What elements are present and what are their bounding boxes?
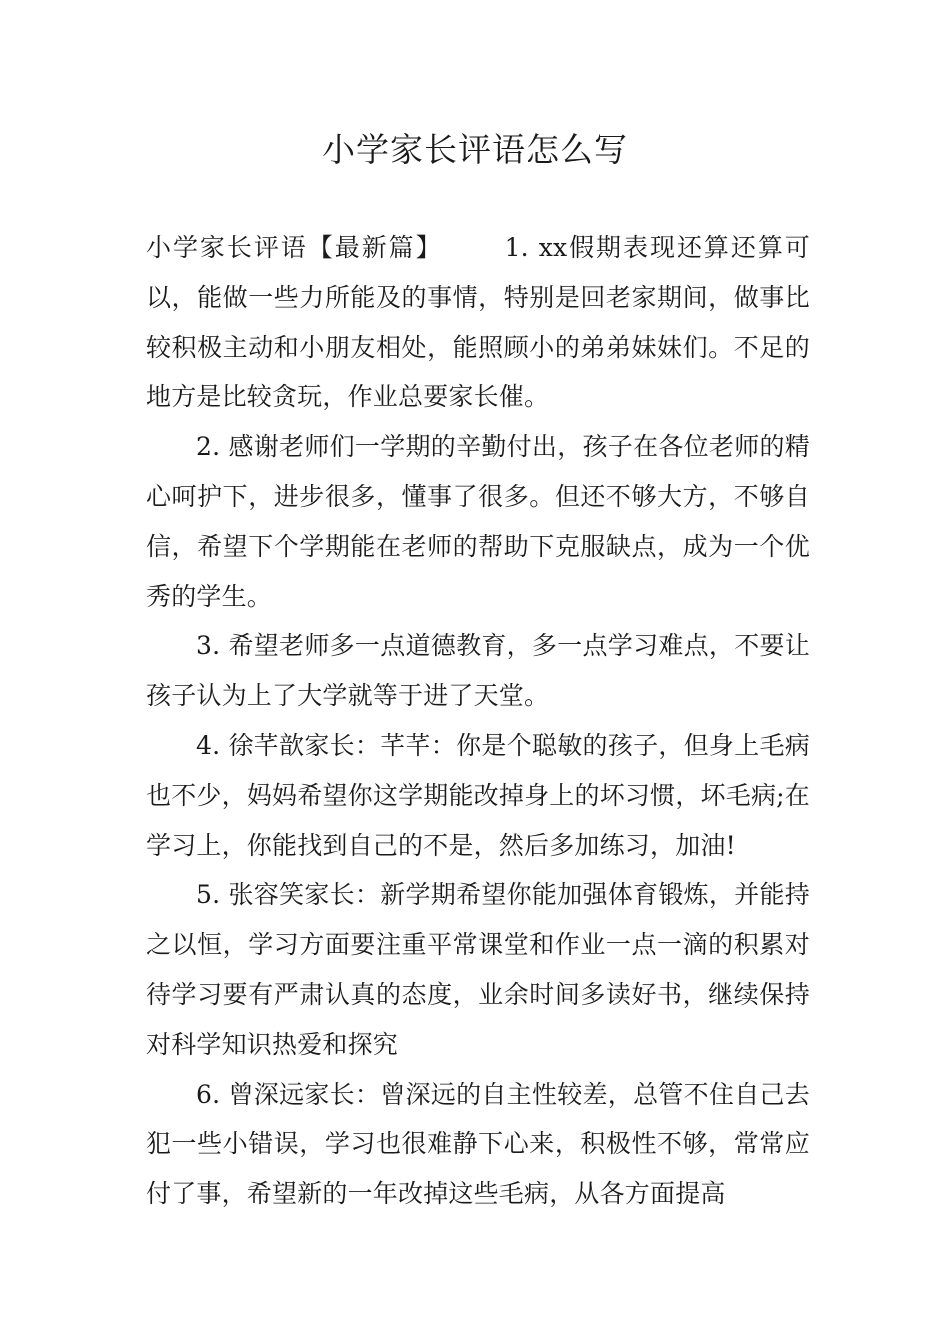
paragraph-1 xyxy=(146,223,810,422)
document-body xyxy=(146,223,810,1219)
paragraph-3: 3. 希望老师多一点道德教育，多一点学习难点，不要让孩子认为上了大学就等于进了天堂。 xyxy=(146,631,810,711)
inline-heading: 小学家长评语【最新篇】 xyxy=(146,233,443,262)
paragraph-5: 5. 张容笑家长：新学期希望你能加强体育锻炼，并能持之以恒，学习方面要注重平常课堂和作业一点一滴的积累对待学习要有严肃认真的态度，业余时间多读好书，继续保持对科学知识热爱和探究 xyxy=(146,880,810,1059)
paragraph-1-text: 1. xx假期表现还算还算可以，能做一些力所能及的事情，特别是回老家期间，做事比较积极主动和小朋友相处，能照顾小的弟弟妹妹们。不足的地方是比较贪玩，作业总要家长催。 xyxy=(146,233,810,412)
paragraph-4: 4. 徐芊歆家长：芊芊：你是个聪敏的孩子，但身上毛病也不少，妈妈希望你这学期能改掉身上的坏习惯，坏毛病;在学习上，你能找到自己的不是，然后多加练习，加油! xyxy=(146,730,810,860)
paragraph-6: 6. 曾深远家长：曾深远的自主性较差，总管不住自己去犯一些小错误，学习也很难静下心来，积极性不够，常常应付了事，希望新的一年改掉这些毛病，从各方面提高 xyxy=(146,1079,810,1209)
paragraph-2: 2. 感谢老师们一学期的辛勤付出，孩子在各位老师的精心呵护下，进步很多，懂事了很多。但还不够大方，不够自信，希望下个学期能在老师的帮助下克服缺点，成为一个优秀的学生。 xyxy=(146,432,810,611)
document-title: 小学家长评语怎么写 xyxy=(322,130,628,169)
